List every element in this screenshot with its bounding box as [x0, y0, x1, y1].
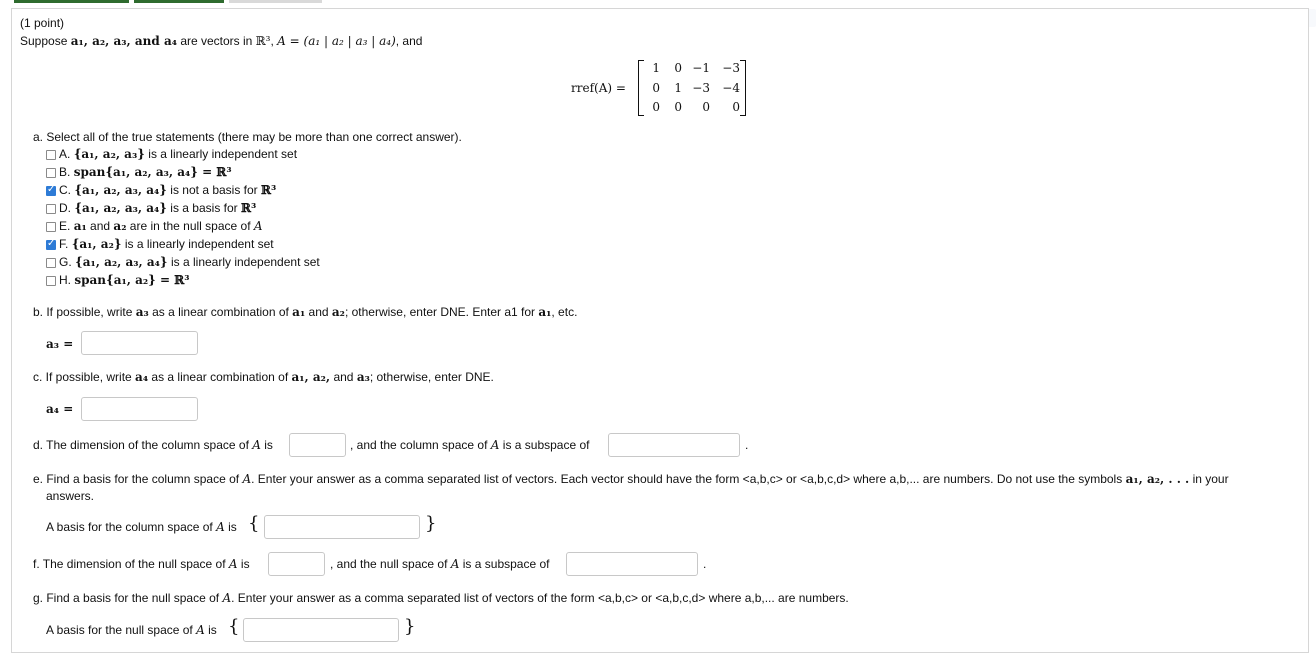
- option-text: is a basis for: [166, 201, 241, 215]
- checkbox-a[interactable]: [46, 150, 56, 160]
- prompt-text: is: [260, 438, 273, 452]
- option-letter: E.: [59, 219, 71, 233]
- prompt-text: g. Find a basis for the null space of: [33, 591, 223, 605]
- rref-label: rref(A) =: [571, 81, 626, 95]
- nullspace-subspace-input[interactable]: [566, 552, 698, 576]
- prompt-text: as a linear combination of: [148, 305, 293, 319]
- option-h[interactable]: [59, 273, 189, 287]
- prompt-text: ; otherwise, enter DNE.: [369, 370, 494, 384]
- prompt-text: b. If possible, write: [33, 305, 136, 319]
- nullspace-dimension-input[interactable]: [268, 552, 325, 576]
- option-math: {a₁, a₂}: [71, 237, 122, 251]
- open-brace: {: [248, 513, 260, 534]
- prompt-text: as a linear combination of: [148, 370, 292, 384]
- prompt-math: a₁: [292, 305, 306, 319]
- option-letter: B.: [59, 165, 71, 179]
- prompt-text: d. The dimension of the column space of: [33, 438, 253, 452]
- option-f[interactable]: [59, 237, 274, 251]
- matrix-cell: 0: [652, 81, 660, 95]
- part-d-prompt-1: [33, 438, 273, 452]
- option-text: is a linearly independent set: [167, 255, 320, 269]
- intro-text: [20, 34, 422, 48]
- tab-3[interactable]: [229, 0, 322, 3]
- matrix-cell: −1: [692, 61, 710, 75]
- prompt-math: A: [242, 472, 252, 486]
- prompt-math: a₃: [135, 305, 149, 319]
- checkbox-e[interactable]: [46, 222, 56, 232]
- matrix-cell: 0: [674, 100, 682, 114]
- option-math: ℝ³: [261, 183, 277, 197]
- nullspace-basis-label: [46, 623, 217, 637]
- period: .: [745, 438, 749, 452]
- rref-matrix: [638, 60, 746, 116]
- matrix-right-bracket: [740, 60, 746, 116]
- colspace-basis-input[interactable]: [264, 515, 420, 539]
- part-e-prompt-cont: answers.: [46, 489, 95, 503]
- option-g[interactable]: [59, 255, 320, 269]
- checkbox-h[interactable]: [46, 276, 56, 286]
- option-d[interactable]: [59, 201, 256, 215]
- prompt-text: , and the null space of: [330, 557, 451, 571]
- part-f-prompt-1: [33, 557, 250, 571]
- intro-part: ,: [270, 34, 278, 48]
- colspace-dimension-input[interactable]: [289, 433, 346, 457]
- option-math: a₁: [73, 219, 87, 233]
- option-text: and: [86, 219, 114, 233]
- prompt-math: a₄: [135, 370, 149, 384]
- intro-space: ℝ³: [255, 34, 271, 48]
- prompt-math: A: [216, 520, 225, 534]
- option-a[interactable]: [59, 147, 297, 161]
- nullspace-basis-input[interactable]: [243, 618, 399, 642]
- option-math: ℝ³: [241, 201, 257, 215]
- prompt-text: . Enter your answer as a comma separated list of vectors of the form <a,b,c> or <a,b,c,d> where a,b,... are numbers.: [231, 591, 849, 605]
- option-math: a₂: [113, 219, 127, 233]
- prompt-text: is: [237, 557, 250, 571]
- prompt-math: A: [222, 591, 232, 605]
- option-letter: A.: [59, 147, 71, 161]
- matrix-cell: −3: [692, 81, 710, 95]
- intro-vectors: a₁, a₂, a₃, and a₄: [70, 34, 177, 48]
- option-text: is a linearly independent set: [144, 147, 298, 161]
- prompt-text: , etc.: [551, 305, 578, 319]
- part-g-prompt: [33, 591, 849, 605]
- option-letter: F.: [59, 237, 69, 251]
- open-brace: {: [228, 616, 240, 637]
- tab-1[interactable]: [14, 0, 129, 3]
- matrix-cell: 0: [702, 100, 710, 114]
- colspace-subspace-input[interactable]: [608, 433, 740, 457]
- a3-input[interactable]: [81, 331, 198, 355]
- option-math: {a₁, a₂, a₃}: [73, 147, 145, 161]
- matrix-cell: 0: [652, 100, 660, 114]
- prompt-math: a₁, a₂, . . .: [1125, 472, 1190, 486]
- matrix-cell: 1: [652, 61, 660, 75]
- matrix-cell: −4: [722, 81, 740, 95]
- prompt-text: f. The dimension of the null space of: [33, 557, 229, 571]
- tab-2[interactable]: [134, 0, 224, 3]
- option-b[interactable]: [59, 165, 232, 179]
- checkbox-c[interactable]: [46, 186, 56, 196]
- prompt-math: A: [450, 557, 460, 571]
- intro-part: are vectors in: [176, 34, 256, 48]
- period: .: [703, 557, 707, 571]
- colspace-basis-label: [46, 520, 237, 534]
- prompt-text: e. Find a basis for the column space of: [33, 472, 243, 486]
- option-math: {a₁, a₂, a₃, a₄}: [75, 255, 168, 269]
- a3-label: a₃ =: [46, 337, 74, 351]
- prompt-math: A: [196, 623, 205, 637]
- option-letter: H.: [59, 273, 71, 287]
- checkbox-b[interactable]: [46, 168, 56, 178]
- option-math: span{a₁, a₂} = ℝ³: [74, 273, 190, 287]
- matrix-cell: 0: [732, 100, 740, 114]
- option-text: is not a basis for: [166, 183, 262, 197]
- prompt-text: A basis for the null space of: [46, 623, 197, 637]
- close-brace: }: [425, 513, 437, 534]
- part-c-prompt: [33, 370, 494, 384]
- option-letter: C.: [59, 183, 71, 197]
- a4-label: a₄ =: [46, 402, 74, 416]
- option-letter: G.: [59, 255, 72, 269]
- part-a-prompt: a. Select all of the true statements (there may be more than one correct answer).: [33, 130, 462, 144]
- prompt-text: and: [330, 370, 357, 384]
- top-tab-strip: [0, 0, 400, 3]
- option-text: is a linearly independent set: [121, 237, 274, 251]
- intro-part: , and: [395, 34, 423, 48]
- intro-matrix-def: A = (a₁ | a₂ | a₃ | a₄): [277, 34, 396, 48]
- prompt-text: in your: [1189, 472, 1229, 486]
- prompt-math: a₁: [538, 305, 552, 319]
- prompt-text: is: [204, 623, 217, 637]
- checkbox-f[interactable]: [46, 240, 56, 250]
- prompt-text: A basis for the column space of: [46, 520, 217, 534]
- intro-part: Suppose: [20, 34, 71, 48]
- prompt-math: a₁, a₂,: [291, 370, 331, 384]
- checkbox-d[interactable]: [46, 204, 56, 214]
- prompt-text: , and the column space of: [350, 438, 491, 452]
- prompt-math: A: [252, 438, 261, 452]
- part-b-prompt: [33, 305, 577, 319]
- option-math: A: [253, 219, 263, 233]
- prompt-math: A: [228, 557, 238, 571]
- option-math: {a₁, a₂, a₃, a₄}: [74, 201, 167, 215]
- matrix-cell: 1: [674, 81, 682, 95]
- option-math: span{a₁, a₂, a₃, a₄} = ℝ³: [73, 165, 232, 179]
- checkbox-g[interactable]: [46, 258, 56, 268]
- prompt-text: is a subspace of: [459, 557, 550, 571]
- matrix-cell: −3: [722, 61, 740, 75]
- points-label: (1 point): [20, 16, 65, 30]
- option-c[interactable]: [59, 183, 276, 197]
- matrix-cell: 0: [674, 61, 682, 75]
- option-text: are in the null space of: [126, 219, 254, 233]
- prompt-text: c. If possible, write: [33, 370, 136, 384]
- part-e-prompt: [33, 472, 1229, 486]
- close-brace: }: [404, 616, 416, 637]
- prompt-text: . Enter your answer as a comma separated list of vectors. Each vector should have the form <a,b,c> or <a,b,c,d> where a,b,... are numbers. Do not use the symbols: [251, 472, 1126, 486]
- prompt-text: is: [224, 520, 237, 534]
- part-d-prompt-2: [350, 438, 590, 452]
- prompt-math: a₃: [356, 370, 370, 384]
- part-f-prompt-2: [330, 557, 549, 571]
- prompt-text: is a subspace of: [499, 438, 590, 452]
- prompt-math: A: [490, 438, 500, 452]
- option-math: {a₁, a₂, a₃, a₄}: [74, 183, 167, 197]
- option-letter: D.: [59, 201, 71, 215]
- a4-input[interactable]: [81, 397, 198, 421]
- prompt-math: a₂: [331, 305, 345, 319]
- prompt-text: ; otherwise, enter DNE. Enter a1 for: [344, 305, 539, 319]
- prompt-text: and: [305, 305, 332, 319]
- option-e[interactable]: [59, 219, 263, 233]
